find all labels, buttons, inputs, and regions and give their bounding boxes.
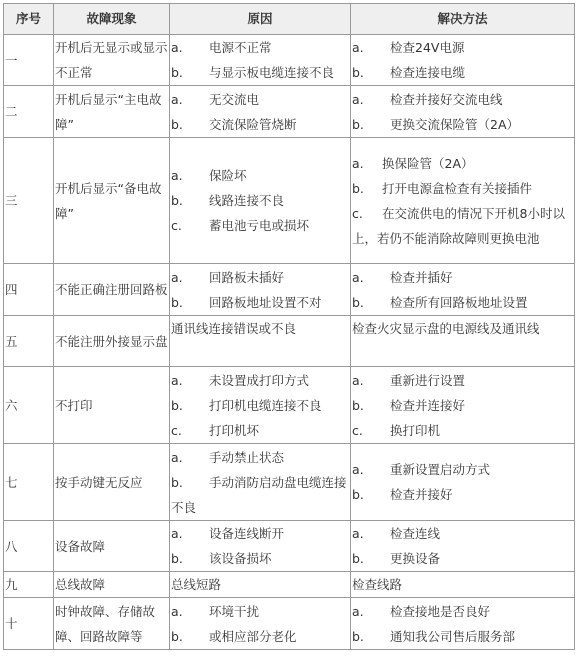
solution-cell — [351, 367, 575, 444]
symptom-cell: 开机后无显示或显示不正常 — [54, 35, 170, 86]
table-row — [4, 138, 575, 264]
symptom-cell: 不打印 — [54, 367, 170, 444]
solution-cell — [351, 521, 575, 572]
solution-item: a. 重新进行设置 — [352, 372, 466, 388]
cause-cell: 通讯线连接错误或不良 — [170, 316, 351, 367]
solution-cell — [351, 138, 575, 264]
solution-cell: 检查火灾显示盘的电源线及通讯线 — [351, 316, 575, 367]
cause-cell — [170, 86, 351, 138]
solution-item: b. 检查连接电缆 — [352, 65, 466, 80]
cause-cell — [170, 138, 351, 264]
symptom-cell: 按手动键无反应 — [54, 444, 170, 521]
table-row — [4, 316, 575, 367]
symptom-cell: 总线故障 — [54, 572, 170, 598]
cause-item: a. 回路板未插好 — [171, 269, 285, 285]
solution-item: a. 重新设置启动方式 — [352, 462, 491, 477]
solution-item: a. 换保险管（2A） — [352, 155, 474, 171]
symptom-cell: 不能正确注册回路板 — [54, 264, 170, 316]
cause-item: b. 打印机电缆连接不良 — [171, 397, 322, 413]
solution-item: a. 检查接地是否良好 — [352, 603, 491, 619]
cause-item: c. 蓄电池亏电或损坏 — [171, 218, 310, 233]
cause-item: a. 保险坏 — [171, 168, 247, 183]
solution-item: b. 检查并接好 — [352, 487, 453, 502]
cause-item: b. 交流保险管烧断 — [171, 116, 297, 132]
solution-item: b. 通知我公司售后服务部 — [352, 628, 516, 644]
symptom-cell: 开机后显示“主电故障” — [54, 86, 170, 138]
row-number: 二 — [4, 86, 54, 138]
solution-item: c. 换打印机 — [352, 422, 441, 438]
symptom-cell: 不能注册外接显示盘 — [54, 316, 170, 367]
table-row — [4, 35, 575, 86]
cause-item: b. 与显示板电缆连接不良 — [171, 65, 335, 80]
cause-item: c. 打印机坏 — [171, 422, 260, 438]
header-symptom: 故障现象 — [54, 4, 170, 35]
row-number: 七 — [4, 444, 54, 521]
table-row — [4, 86, 575, 138]
table-row — [4, 521, 575, 572]
cause-item: b. 或相应部分老化 — [171, 628, 297, 644]
cause-item: a. 无交流电 — [171, 91, 260, 107]
row-number: 三 — [4, 138, 54, 264]
header-cause: 原因 — [170, 4, 351, 35]
cause-cell — [170, 444, 351, 521]
table-row — [4, 444, 575, 521]
table-row — [4, 598, 575, 650]
cause-item: a. 未设置成打印方式 — [171, 372, 310, 388]
solution-item: a. 检查并插好 — [352, 269, 453, 285]
header-solution: 解决方法 — [351, 4, 575, 35]
solution-item: c. 在交流供电的情况下开机8小时以上，若仍不能消除故障则更换电池 — [352, 205, 565, 246]
cause-item: a. 环境干扰 — [171, 603, 260, 619]
solution-item: b. 检查所有回路板地址设置 — [352, 294, 528, 310]
solution-item: b. 检查并连接好 — [352, 397, 466, 413]
cause-cell — [170, 598, 351, 650]
solution-item: b. 更换交流保险管（2A） — [352, 116, 520, 132]
header-no: 序号 — [4, 4, 54, 35]
fault-table — [3, 3, 575, 650]
solution-item: b. 打开电源盒检查有关接插件 — [352, 180, 533, 196]
solution-cell — [351, 444, 575, 521]
cause-cell: 总线短路 — [170, 572, 351, 598]
solution-item: a. 检查连线 — [352, 526, 441, 541]
row-number: 十 — [4, 598, 54, 650]
solution-cell — [351, 598, 575, 650]
solution-item: a. 检查并接好交流电线 — [352, 91, 503, 107]
row-number: 四 — [4, 264, 54, 316]
solution-item: a. 检查24V电源 — [352, 40, 465, 55]
cause-item: b. 回路板地址设置不对 — [171, 294, 322, 310]
cause-cell — [170, 521, 351, 572]
solution-item: b. 更换设备 — [352, 551, 441, 566]
solution-cell: 检查线路 — [351, 572, 575, 598]
cause-cell — [170, 35, 351, 86]
row-number: 五 — [4, 316, 54, 367]
symptom-cell: 时钟故障、存储故障、回路故障等 — [54, 598, 170, 650]
row-number: 九 — [4, 572, 54, 598]
solution-cell — [351, 86, 575, 138]
table-row — [4, 367, 575, 444]
solution-cell — [351, 35, 575, 86]
table-row — [4, 572, 575, 598]
cause-cell — [170, 264, 351, 316]
cause-item: b. 线路连接不良 — [171, 193, 285, 208]
row-number: 八 — [4, 521, 54, 572]
cause-item: b. 该设备损坏 — [171, 551, 272, 566]
symptom-cell: 开机后显示“备电故障” — [54, 138, 170, 264]
solution-cell — [351, 264, 575, 316]
row-number: 一 — [4, 35, 54, 86]
header-row — [4, 4, 575, 35]
cause-item: a. 设备连线断开 — [171, 526, 285, 541]
symptom-cell: 设备故障 — [54, 521, 170, 572]
cause-item: a. 电源不正常 — [171, 40, 272, 55]
cause-item: a. 手动禁止状态 — [171, 449, 285, 465]
row-number: 六 — [4, 367, 54, 444]
cause-cell — [170, 367, 351, 444]
cause-item: b. 手动消防启动盘电缆连接不良 — [171, 474, 347, 515]
table-row — [4, 264, 575, 316]
